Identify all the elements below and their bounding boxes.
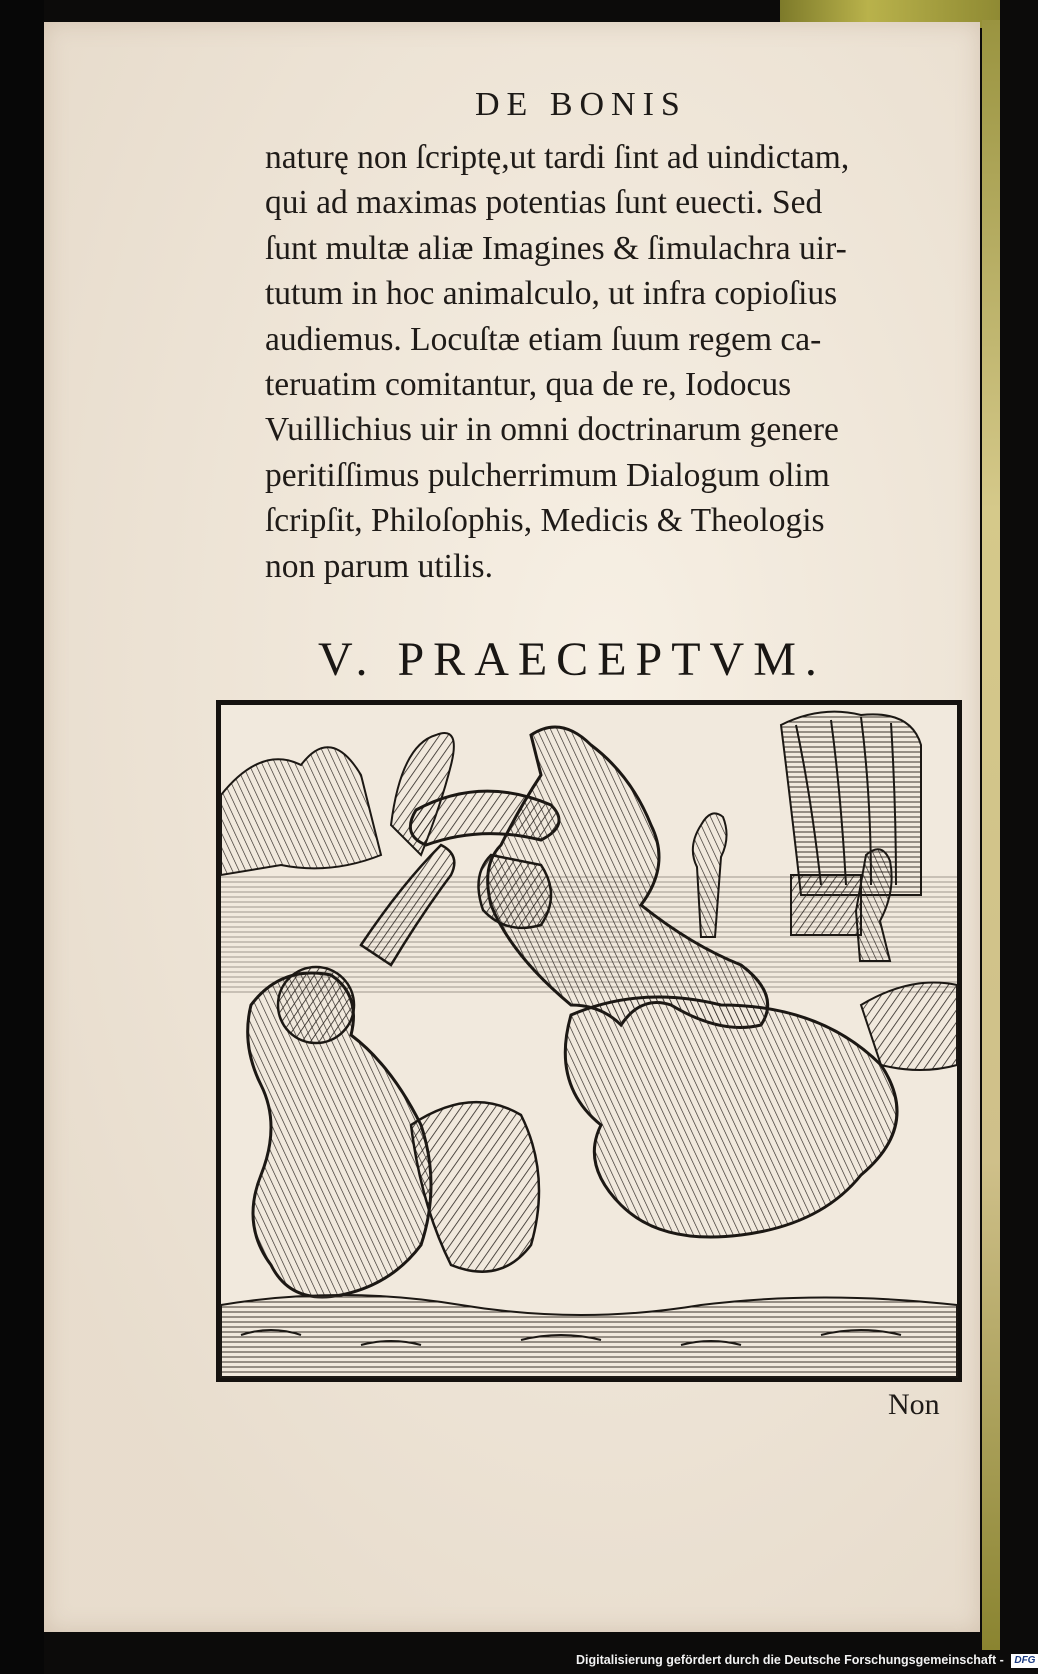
book-edge-left bbox=[0, 0, 44, 1674]
text-line: peritiſſimus pulcherrimum Dialogum olim bbox=[265, 456, 830, 494]
book-cover-right bbox=[982, 20, 1000, 1650]
text-line: ſcripſit, Philoſophis, Medicis & Theologis bbox=[265, 502, 825, 540]
text-line: Vuillichius uir in omni doctrinarum genere bbox=[265, 411, 839, 449]
running-head: DE BONIS bbox=[475, 86, 687, 123]
footer-text: Digitalisierung gefördert durch die Deutsche Forschungsgemeinschaft - bbox=[576, 1653, 1004, 1667]
text-line: ſunt multæ aliæ Imagines & ſimulachra uir- bbox=[265, 229, 847, 267]
text-line: naturę non ſcriptę,ut tardi ſint ad uindictam, bbox=[265, 139, 850, 176]
digitization-footer bbox=[576, 1648, 1036, 1672]
text-line: audiemus. Locuſtæ etiam ſuum regem ca- bbox=[265, 320, 822, 358]
catchword: Non bbox=[888, 1388, 940, 1421]
text-line: tutum in hoc animalculo, ut infra copioſius bbox=[265, 275, 838, 313]
dfg-logo: DFG bbox=[1011, 1654, 1038, 1668]
text-line: non parum utilis. bbox=[265, 547, 493, 585]
text-line: qui ad maximas potentias ſunt euecti. Sed bbox=[265, 184, 823, 222]
body-text bbox=[265, 135, 965, 589]
section-title: V. PRAECEPTVM. bbox=[318, 633, 826, 686]
text-line: teruatim comitantur, qua de re, Iodocus bbox=[265, 365, 792, 403]
woodcut-illustration bbox=[216, 700, 962, 1382]
